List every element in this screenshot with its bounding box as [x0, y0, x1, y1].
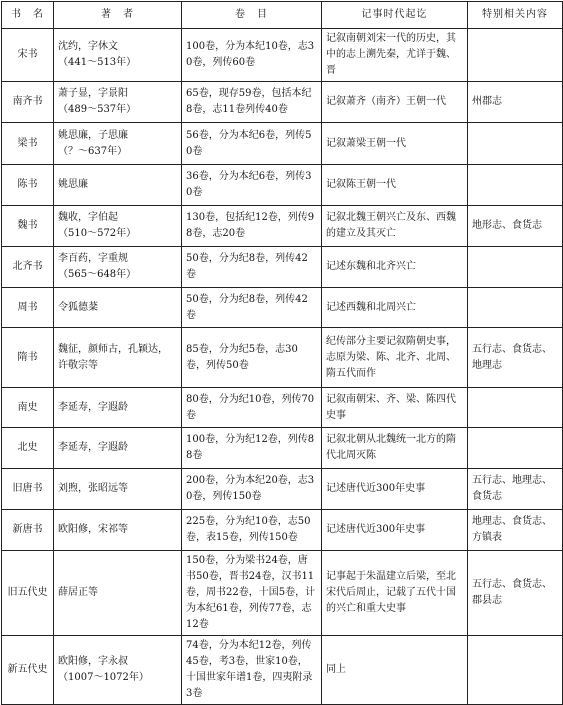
special-content-cell: [468, 636, 563, 705]
special-content-cell: 五行志、食货志、地理志: [468, 328, 563, 388]
author-line: 魏征，颜师古，孔颖达，许敬宗等: [58, 343, 168, 371]
author-line: 令狐德棻: [58, 301, 98, 313]
volumes-cell: 74卷，分为本纪12卷，列传45卷，考3卷，世家10卷，十国世家年谱1卷，四夷附录3卷: [182, 636, 322, 705]
table-row: [2, 469, 563, 510]
book-title-cell: 周书: [2, 288, 54, 328]
author-cell: [54, 328, 182, 388]
table-row: [2, 247, 563, 288]
author-cell: [54, 636, 182, 705]
author-line: （？～637年）: [58, 145, 128, 157]
author-cell: [54, 29, 182, 82]
book-title-cell: 旧唐书: [2, 469, 54, 510]
header-era: 记事时代起讫: [322, 2, 468, 29]
table-row: [2, 82, 563, 123]
author-line: 萧子显，字景阳: [58, 88, 128, 99]
era-cell: 记述东魏和北齐兴亡: [322, 247, 468, 288]
volumes-cell: 100卷，分为本纪10卷，志30卷，列传60卷: [182, 29, 322, 82]
table-row: [2, 328, 563, 388]
author-cell: [54, 123, 182, 165]
author-cell: [54, 247, 182, 288]
special-content-cell: [468, 247, 563, 288]
author-cell: [54, 288, 182, 328]
author-cell: [54, 165, 182, 206]
era-cell: 记叙萧梁王朝一代: [322, 123, 468, 165]
volumes-cell: 80卷，分为纪10卷，列传70卷: [182, 388, 322, 428]
author-line: 魏收，字伯起: [58, 212, 118, 223]
special-content-cell: [468, 388, 563, 428]
volumes-cell: 225卷，分为纪10卷，志50卷，表15卷，列传150卷: [182, 510, 322, 551]
table-header-row: [2, 2, 563, 29]
author-line: （565～648年）: [58, 269, 137, 280]
author-cell: [54, 428, 182, 469]
era-cell: 同上: [322, 636, 468, 705]
special-content-cell: 州郡志: [468, 82, 563, 123]
era-cell: 记叙北魏王朝兴亡及东、西魏的建立及其灭亡: [322, 206, 468, 247]
book-title-cell: 北史: [2, 428, 54, 469]
author-line: （441～513年）: [58, 57, 137, 68]
table-row: [2, 388, 563, 428]
author-line: 姚思廉，子思廉: [58, 129, 128, 141]
book-title-cell: 新唐书: [2, 510, 54, 551]
era-cell: 记事起于朱温建立后梁，至北宋代后周止，记载了五代十国的兴亡和重大史事: [322, 551, 468, 636]
special-content-cell: 地形志、食货志: [468, 206, 563, 247]
author-line: （489～537年）: [58, 104, 137, 115]
book-title-cell: 宋书: [2, 29, 54, 82]
author-line: 沈约，字休文: [58, 41, 118, 52]
table-row: [2, 428, 563, 469]
volumes-cell: 65卷，现存59卷，包括本纪8卷，志11卷列传40卷: [182, 82, 322, 123]
author-cell: [54, 206, 182, 247]
table-row: [2, 510, 563, 551]
header-book: 书 名: [2, 2, 54, 29]
special-content-cell: 地理志、食货志、方镇表: [468, 510, 563, 551]
book-title-cell: 梁书: [2, 123, 54, 165]
author-cell: [54, 388, 182, 428]
book-title-cell: 陈书: [2, 165, 54, 206]
table-row: [2, 29, 563, 82]
author-line: 姚思廉: [58, 179, 88, 190]
volumes-cell: 56卷，分为本纪6卷，列传50卷: [182, 123, 322, 165]
book-title-cell: 隋书: [2, 328, 54, 388]
table-row: [2, 551, 563, 636]
volumes-cell: 200卷，分为本纪20卷，志30卷，列传150卷: [182, 469, 322, 510]
book-title-cell: 南史: [2, 388, 54, 428]
table-row: [2, 165, 563, 206]
era-cell: 记叙南朝刘宋一代的历史，其中的志上溯先秦，尤详于魏、晋: [322, 29, 468, 82]
era-cell: 记叙陈王朝一代: [322, 165, 468, 206]
author-cell: [54, 510, 182, 551]
author-line: （510～572年）: [58, 228, 137, 239]
era-cell: 记述西魏和北周兴亡: [322, 288, 468, 328]
author-line: 刘煦，张昭远等: [58, 483, 128, 494]
author-cell: [54, 469, 182, 510]
era-cell: 记叙北朝从北魏统一北方的隋代北周灭陈: [322, 428, 468, 469]
book-title-cell: 新五代史: [2, 636, 54, 705]
era-cell: 记述唐代近300年史事: [322, 510, 468, 551]
era-cell: 记叙萧齐（南齐）王朝一代: [322, 82, 468, 123]
header-volumes: 卷 目: [182, 2, 322, 29]
header-special: 特别相关内容: [468, 2, 563, 29]
era-cell: 记叙南朝宋、齐、梁、陈四代史事: [322, 388, 468, 428]
volumes-cell: 130卷，包括纪12卷，列传98卷，志20卷: [182, 206, 322, 247]
author-cell: [54, 82, 182, 123]
special-content-cell: [468, 428, 563, 469]
volumes-cell: 50卷，分为纪8卷，列传42卷: [182, 288, 322, 328]
author-cell: [54, 551, 182, 636]
table-row: [2, 123, 563, 165]
table-row: [2, 206, 563, 247]
book-title-cell: 旧五代史: [2, 551, 54, 636]
table-row: [2, 636, 563, 705]
official-histories-table: [1, 1, 563, 705]
author-line: （1007～1072年）: [58, 672, 149, 683]
author-line: 李延寿，字遐龄: [58, 401, 128, 413]
volumes-cell: 150卷，分为梁书24卷，唐书50卷，晋书24卷，汉书11卷，周书22卷，十国5卷，计为本纪61卷，列传77卷，志12卷: [182, 551, 322, 636]
author-line: 薛居正等: [58, 587, 98, 598]
era-cell: 纪传部分主要记叙隋朝史事，志原为梁、陈、北齐、北周、隋五代而作: [322, 328, 468, 388]
volumes-cell: 50卷，分为纪8卷，列传42卷: [182, 247, 322, 288]
special-content-cell: [468, 29, 563, 82]
special-content-cell: 五行志、地理志、食货志: [468, 469, 563, 510]
table-row: [2, 288, 563, 328]
special-content-cell: 五行志、食货志、郡县志: [468, 551, 563, 636]
author-line: 欧阳修，宋祁等: [58, 524, 128, 535]
header-author: 著 者: [54, 2, 182, 29]
era-cell: 记述唐代近300年史事: [322, 469, 468, 510]
volumes-cell: 85卷，分为纪5卷，志30卷，列传50卷: [182, 328, 322, 388]
author-line: 欧阳修，字永叔: [58, 656, 128, 667]
special-content-cell: [468, 288, 563, 328]
book-title-cell: 北齐书: [2, 247, 54, 288]
author-line: 李百药，字重规: [58, 253, 128, 264]
special-content-cell: [468, 123, 563, 165]
book-title-cell: 南齐书: [2, 82, 54, 123]
table-body: [2, 29, 563, 705]
volumes-cell: 100卷，分为纪12卷，列传88卷: [182, 428, 322, 469]
book-title-cell: 魏书: [2, 206, 54, 247]
author-line: 李延寿，字遐龄: [58, 442, 128, 453]
volumes-cell: 36卷，分为本纪6卷，列传30卷: [182, 165, 322, 206]
history-table-page: [1, 1, 562, 699]
special-content-cell: [468, 165, 563, 206]
